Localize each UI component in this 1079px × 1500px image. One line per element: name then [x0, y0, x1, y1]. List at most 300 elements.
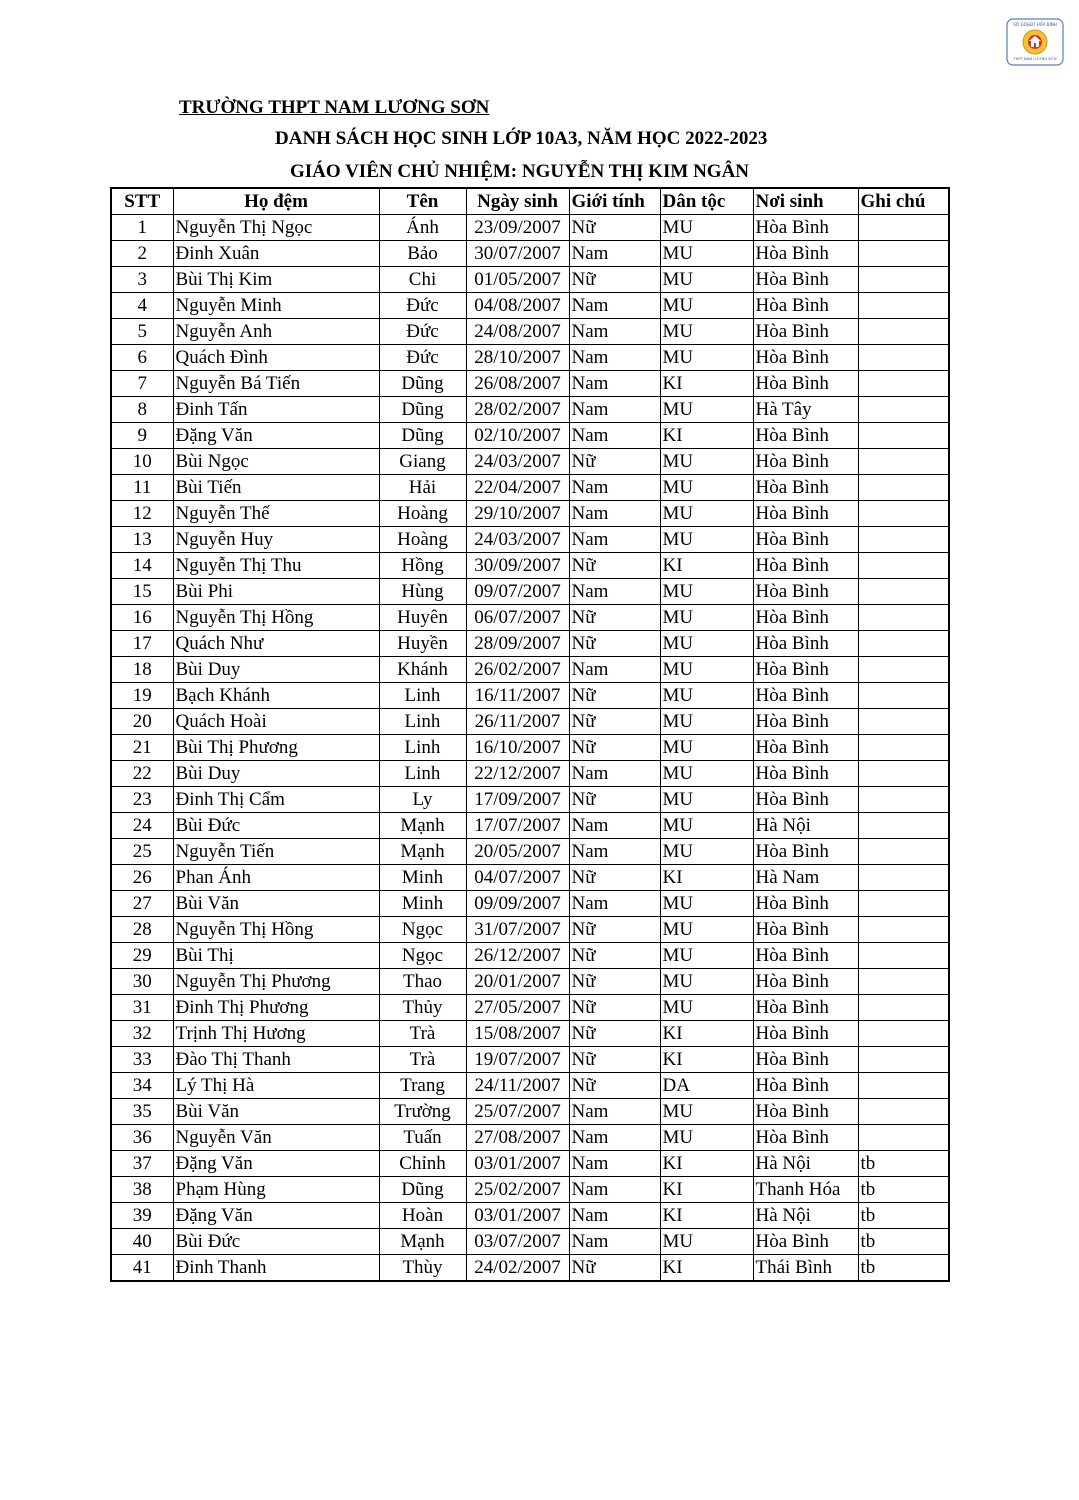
cell-stt: 38	[111, 1177, 173, 1203]
cell-ho-dem: Nguyễn Bá Tiến	[173, 371, 379, 397]
cell-ghi-chu	[858, 579, 949, 605]
cell-stt: 22	[111, 761, 173, 787]
table-row	[111, 423, 949, 449]
cell-ngay-sinh: 04/08/2007	[466, 293, 569, 319]
cell-dan-toc: MU	[660, 267, 753, 293]
cell-ho-dem: Phạm Hùng	[173, 1177, 379, 1203]
table-row	[111, 241, 949, 267]
cell-dan-toc: KI	[660, 553, 753, 579]
cell-ho-dem: Đinh Thị Cẩm	[173, 787, 379, 813]
column-header-stt: STT	[111, 188, 173, 215]
cell-ten: Hoàng	[379, 527, 466, 553]
cell-ghi-chu	[858, 345, 949, 371]
cell-gioi-tinh: Nam	[569, 839, 660, 865]
cell-gioi-tinh: Nữ	[569, 267, 660, 293]
cell-stt: 28	[111, 917, 173, 943]
table-row	[111, 969, 949, 995]
table-row	[111, 865, 949, 891]
cell-gioi-tinh: Nam	[569, 657, 660, 683]
cell-ghi-chu	[858, 735, 949, 761]
cell-ho-dem: Quách Như	[173, 631, 379, 657]
cell-ghi-chu	[858, 995, 949, 1021]
cell-ngay-sinh: 17/07/2007	[466, 813, 569, 839]
cell-ghi-chu	[858, 371, 949, 397]
cell-noi-sinh: Hòa Bình	[753, 579, 858, 605]
cell-ten: Hải	[379, 475, 466, 501]
cell-ghi-chu	[858, 631, 949, 657]
cell-ho-dem: Nguyễn Tiến	[173, 839, 379, 865]
cell-dan-toc: KI	[660, 1021, 753, 1047]
cell-ngay-sinh: 26/02/2007	[466, 657, 569, 683]
cell-ho-dem: Nguyễn Thị Thu	[173, 553, 379, 579]
cell-noi-sinh: Hòa Bình	[753, 319, 858, 345]
table-row	[111, 1151, 949, 1177]
cell-noi-sinh: Hòa Bình	[753, 787, 858, 813]
cell-ngay-sinh: 20/05/2007	[466, 839, 569, 865]
table-row	[111, 1229, 949, 1255]
cell-ho-dem: Nguyễn Minh	[173, 293, 379, 319]
cell-dan-toc: MU	[660, 657, 753, 683]
cell-ghi-chu	[858, 319, 949, 345]
cell-ten: Mạnh	[379, 813, 466, 839]
cell-dan-toc: KI	[660, 423, 753, 449]
cell-stt: 32	[111, 1021, 173, 1047]
cell-ghi-chu	[858, 943, 949, 969]
cell-ngay-sinh: 04/07/2007	[466, 865, 569, 891]
cell-ho-dem: Đặng Văn	[173, 1151, 379, 1177]
column-header-ten: Tên	[379, 188, 466, 215]
cell-noi-sinh: Hòa Bình	[753, 995, 858, 1021]
cell-noi-sinh: Hòa Bình	[753, 371, 858, 397]
column-header-ngay-sinh: Ngày sinh	[466, 188, 569, 215]
cell-dan-toc: MU	[660, 735, 753, 761]
cell-dan-toc: MU	[660, 215, 753, 241]
student-table	[110, 187, 950, 1282]
cell-dan-toc: MU	[660, 527, 753, 553]
cell-dan-toc: MU	[660, 683, 753, 709]
cell-ghi-chu	[858, 449, 949, 475]
cell-stt: 37	[111, 1151, 173, 1177]
cell-stt: 1	[111, 215, 173, 241]
cell-dan-toc: KI	[660, 865, 753, 891]
cell-gioi-tinh: Nam	[569, 319, 660, 345]
column-header-dan-toc: Dân tộc	[660, 188, 753, 215]
cell-ten: Chi	[379, 267, 466, 293]
cell-ten: Khánh	[379, 657, 466, 683]
cell-gioi-tinh: Nam	[569, 345, 660, 371]
cell-gioi-tinh: Nam	[569, 813, 660, 839]
cell-gioi-tinh: Nữ	[569, 1047, 660, 1073]
cell-ho-dem: Bùi Văn	[173, 891, 379, 917]
cell-stt: 27	[111, 891, 173, 917]
cell-stt: 21	[111, 735, 173, 761]
cell-noi-sinh: Hòa Bình	[753, 1099, 858, 1125]
cell-noi-sinh: Hòa Bình	[753, 449, 858, 475]
cell-gioi-tinh: Nam	[569, 1229, 660, 1255]
cell-stt: 5	[111, 319, 173, 345]
cell-ghi-chu	[858, 1021, 949, 1047]
cell-ngay-sinh: 03/01/2007	[466, 1203, 569, 1229]
cell-ho-dem: Trịnh Thị Hương	[173, 1021, 379, 1047]
cell-ten: Đức	[379, 345, 466, 371]
cell-gioi-tinh: Nam	[569, 1203, 660, 1229]
cell-dan-toc: MU	[660, 293, 753, 319]
cell-gioi-tinh: Nam	[569, 1177, 660, 1203]
cell-ghi-chu: tb	[858, 1177, 949, 1203]
cell-ngay-sinh: 28/10/2007	[466, 345, 569, 371]
cell-stt: 41	[111, 1255, 173, 1282]
cell-ngay-sinh: 09/09/2007	[466, 891, 569, 917]
cell-dan-toc: KI	[660, 1047, 753, 1073]
cell-dan-toc: KI	[660, 1203, 753, 1229]
cell-stt: 39	[111, 1203, 173, 1229]
cell-gioi-tinh: Nữ	[569, 215, 660, 241]
cell-ho-dem: Bùi Văn	[173, 1099, 379, 1125]
cell-ngay-sinh: 09/07/2007	[466, 579, 569, 605]
cell-dan-toc: MU	[660, 761, 753, 787]
cell-stt: 16	[111, 605, 173, 631]
cell-ghi-chu	[858, 423, 949, 449]
cell-dan-toc: MU	[660, 605, 753, 631]
cell-noi-sinh: Hòa Bình	[753, 1047, 858, 1073]
table-header-row	[111, 188, 949, 215]
cell-ghi-chu	[858, 267, 949, 293]
cell-ngay-sinh: 27/05/2007	[466, 995, 569, 1021]
table-row	[111, 501, 949, 527]
cell-noi-sinh: Hòa Bình	[753, 1073, 858, 1099]
cell-dan-toc: MU	[660, 631, 753, 657]
school-logo-icon	[1006, 18, 1064, 66]
cell-gioi-tinh: Nam	[569, 1099, 660, 1125]
cell-ghi-chu	[858, 709, 949, 735]
cell-ten: Hoàng	[379, 501, 466, 527]
table-row	[111, 475, 949, 501]
cell-ghi-chu	[858, 657, 949, 683]
cell-ten: Ngọc	[379, 943, 466, 969]
cell-stt: 25	[111, 839, 173, 865]
table-row	[111, 709, 949, 735]
table-row	[111, 1099, 949, 1125]
cell-ngay-sinh: 25/02/2007	[466, 1177, 569, 1203]
cell-dan-toc: MU	[660, 1099, 753, 1125]
cell-ngay-sinh: 02/10/2007	[466, 423, 569, 449]
cell-ngay-sinh: 19/07/2007	[466, 1047, 569, 1073]
cell-noi-sinh: Hòa Bình	[753, 241, 858, 267]
table-row	[111, 735, 949, 761]
school-name: TRƯỜNG THPT NAM LƯƠNG SƠN	[179, 97, 490, 118]
cell-dan-toc: MU	[660, 969, 753, 995]
cell-stt: 35	[111, 1099, 173, 1125]
table-row	[111, 631, 949, 657]
cell-ghi-chu: tb	[858, 1229, 949, 1255]
cell-ho-dem: Đinh Tấn	[173, 397, 379, 423]
cell-gioi-tinh: Nữ	[569, 917, 660, 943]
cell-ten: Trà	[379, 1021, 466, 1047]
cell-stt: 20	[111, 709, 173, 735]
column-header-ghi-chu: Ghi chú	[858, 188, 949, 215]
cell-gioi-tinh: Nam	[569, 579, 660, 605]
cell-ghi-chu	[858, 241, 949, 267]
cell-ten: Thủy	[379, 995, 466, 1021]
cell-dan-toc: MU	[660, 449, 753, 475]
cell-ngay-sinh: 31/07/2007	[466, 917, 569, 943]
cell-dan-toc: MU	[660, 787, 753, 813]
cell-dan-toc: MU	[660, 1229, 753, 1255]
cell-ten: Thao	[379, 969, 466, 995]
cell-ngay-sinh: 28/02/2007	[466, 397, 569, 423]
cell-noi-sinh: Hòa Bình	[753, 345, 858, 371]
cell-ngay-sinh: 16/10/2007	[466, 735, 569, 761]
cell-stt: 26	[111, 865, 173, 891]
cell-ho-dem: Bùi Thị Phương	[173, 735, 379, 761]
table-row	[111, 553, 949, 579]
cell-ten: Dũng	[379, 1177, 466, 1203]
cell-ngay-sinh: 03/07/2007	[466, 1229, 569, 1255]
cell-ngay-sinh: 30/07/2007	[466, 241, 569, 267]
cell-noi-sinh: Hòa Bình	[753, 735, 858, 761]
cell-stt: 7	[111, 371, 173, 397]
cell-ho-dem: Bùi Phi	[173, 579, 379, 605]
table-body	[111, 215, 949, 1282]
cell-gioi-tinh: Nữ	[569, 865, 660, 891]
cell-ngay-sinh: 15/08/2007	[466, 1021, 569, 1047]
table-row	[111, 787, 949, 813]
cell-gioi-tinh: Nam	[569, 761, 660, 787]
cell-ngay-sinh: 24/03/2007	[466, 527, 569, 553]
cell-noi-sinh: Hà Nội	[753, 1203, 858, 1229]
cell-dan-toc: DA	[660, 1073, 753, 1099]
table-row	[111, 345, 949, 371]
cell-ho-dem: Nguyễn Thị Hồng	[173, 917, 379, 943]
cell-stt: 31	[111, 995, 173, 1021]
cell-dan-toc: KI	[660, 1151, 753, 1177]
cell-dan-toc: MU	[660, 579, 753, 605]
cell-gioi-tinh: Nam	[569, 475, 660, 501]
cell-gioi-tinh: Nam	[569, 397, 660, 423]
column-header-noi-sinh: Nơi sinh	[753, 188, 858, 215]
cell-gioi-tinh: Nam	[569, 501, 660, 527]
cell-dan-toc: MU	[660, 943, 753, 969]
cell-ghi-chu	[858, 787, 949, 813]
cell-ho-dem: Đinh Xuân	[173, 241, 379, 267]
cell-noi-sinh: Hòa Bình	[753, 917, 858, 943]
cell-ten: Ngọc	[379, 917, 466, 943]
cell-noi-sinh: Hòa Bình	[753, 1021, 858, 1047]
cell-noi-sinh: Hòa Bình	[753, 1229, 858, 1255]
cell-noi-sinh: Hòa Bình	[753, 631, 858, 657]
table-row	[111, 579, 949, 605]
cell-ho-dem: Nguyễn Huy	[173, 527, 379, 553]
cell-dan-toc: MU	[660, 345, 753, 371]
cell-ho-dem: Đặng Văn	[173, 1203, 379, 1229]
table-row	[111, 1021, 949, 1047]
table-row	[111, 1255, 949, 1282]
cell-ngay-sinh: 26/08/2007	[466, 371, 569, 397]
cell-noi-sinh: Hòa Bình	[753, 683, 858, 709]
cell-stt: 8	[111, 397, 173, 423]
table-row	[111, 761, 949, 787]
cell-ngay-sinh: 22/04/2007	[466, 475, 569, 501]
cell-ho-dem: Lý Thị Hà	[173, 1073, 379, 1099]
cell-ghi-chu	[858, 215, 949, 241]
cell-gioi-tinh: Nam	[569, 371, 660, 397]
cell-noi-sinh: Hòa Bình	[753, 501, 858, 527]
cell-dan-toc: MU	[660, 813, 753, 839]
cell-gioi-tinh: Nữ	[569, 449, 660, 475]
cell-stt: 6	[111, 345, 173, 371]
table-row	[111, 943, 949, 969]
cell-ho-dem: Phan Ánh	[173, 865, 379, 891]
cell-ghi-chu	[858, 293, 949, 319]
cell-ghi-chu	[858, 917, 949, 943]
cell-noi-sinh: Hòa Bình	[753, 943, 858, 969]
cell-stt: 18	[111, 657, 173, 683]
cell-ten: Minh	[379, 891, 466, 917]
table-row	[111, 1203, 949, 1229]
cell-gioi-tinh: Nam	[569, 527, 660, 553]
cell-ghi-chu	[858, 1073, 949, 1099]
cell-stt: 17	[111, 631, 173, 657]
cell-gioi-tinh: Nữ	[569, 943, 660, 969]
cell-noi-sinh: Hòa Bình	[753, 423, 858, 449]
cell-ten: Hoàn	[379, 1203, 466, 1229]
cell-stt: 15	[111, 579, 173, 605]
column-header-ho-dem: Họ đệm	[173, 188, 379, 215]
cell-ngay-sinh: 26/11/2007	[466, 709, 569, 735]
cell-ten: Linh	[379, 761, 466, 787]
cell-noi-sinh: Hòa Bình	[753, 475, 858, 501]
cell-noi-sinh: Hòa Bình	[753, 839, 858, 865]
table-row	[111, 1073, 949, 1099]
cell-stt: 36	[111, 1125, 173, 1151]
cell-ho-dem: Bùi Thị	[173, 943, 379, 969]
table-row	[111, 605, 949, 631]
cell-ten: Chỉnh	[379, 1151, 466, 1177]
cell-noi-sinh: Hòa Bình	[753, 891, 858, 917]
cell-ho-dem: Bùi Đức	[173, 1229, 379, 1255]
cell-stt: 34	[111, 1073, 173, 1099]
cell-dan-toc: MU	[660, 475, 753, 501]
cell-stt: 23	[111, 787, 173, 813]
cell-ten: Dũng	[379, 397, 466, 423]
cell-ten: Hồng	[379, 553, 466, 579]
cell-gioi-tinh: Nữ	[569, 709, 660, 735]
cell-ghi-chu	[858, 527, 949, 553]
cell-ho-dem: Bùi Tiến	[173, 475, 379, 501]
cell-dan-toc: KI	[660, 371, 753, 397]
cell-ghi-chu	[858, 683, 949, 709]
cell-gioi-tinh: Nam	[569, 293, 660, 319]
cell-noi-sinh: Thanh Hóa	[753, 1177, 858, 1203]
cell-ho-dem: Quách Đình	[173, 345, 379, 371]
cell-ten: Giang	[379, 449, 466, 475]
cell-ten: Linh	[379, 735, 466, 761]
cell-ho-dem: Đào Thị Thanh	[173, 1047, 379, 1073]
cell-noi-sinh: Hòa Bình	[753, 267, 858, 293]
cell-ten: Ly	[379, 787, 466, 813]
cell-gioi-tinh: Nữ	[569, 787, 660, 813]
cell-ten: Đức	[379, 293, 466, 319]
cell-dan-toc: MU	[660, 839, 753, 865]
cell-gioi-tinh: Nữ	[569, 605, 660, 631]
cell-ngay-sinh: 16/11/2007	[466, 683, 569, 709]
cell-ngay-sinh: 24/11/2007	[466, 1073, 569, 1099]
cell-ghi-chu	[858, 761, 949, 787]
cell-ten: Dũng	[379, 423, 466, 449]
cell-ghi-chu	[858, 605, 949, 631]
cell-stt: 3	[111, 267, 173, 293]
cell-stt: 11	[111, 475, 173, 501]
cell-dan-toc: KI	[660, 1255, 753, 1282]
cell-ho-dem: Nguyễn Thế	[173, 501, 379, 527]
cell-ghi-chu	[858, 475, 949, 501]
cell-stt: 33	[111, 1047, 173, 1073]
cell-ten: Tuấn	[379, 1125, 466, 1151]
cell-gioi-tinh: Nữ	[569, 1073, 660, 1099]
cell-gioi-tinh: Nữ	[569, 553, 660, 579]
cell-ho-dem: Nguyễn Thị Ngọc	[173, 215, 379, 241]
cell-stt: 19	[111, 683, 173, 709]
table-row	[111, 449, 949, 475]
cell-ho-dem: Bùi Thị Kim	[173, 267, 379, 293]
table-row	[111, 917, 949, 943]
table-row	[111, 1047, 949, 1073]
cell-noi-sinh: Hà Nội	[753, 1151, 858, 1177]
cell-ho-dem: Đinh Thanh	[173, 1255, 379, 1282]
cell-noi-sinh: Hòa Bình	[753, 553, 858, 579]
cell-ghi-chu	[858, 865, 949, 891]
cell-noi-sinh: Hà Nam	[753, 865, 858, 891]
cell-gioi-tinh: Nam	[569, 1125, 660, 1151]
cell-ho-dem: Quách Hoài	[173, 709, 379, 735]
cell-dan-toc: MU	[660, 1125, 753, 1151]
cell-noi-sinh: Hòa Bình	[753, 527, 858, 553]
cell-ngay-sinh: 03/01/2007	[466, 1151, 569, 1177]
table-row	[111, 891, 949, 917]
cell-ngay-sinh: 28/09/2007	[466, 631, 569, 657]
cell-ngay-sinh: 22/12/2007	[466, 761, 569, 787]
cell-gioi-tinh: Nữ	[569, 631, 660, 657]
cell-stt: 4	[111, 293, 173, 319]
cell-ho-dem: Nguyễn Thị Phương	[173, 969, 379, 995]
cell-ghi-chu	[858, 397, 949, 423]
cell-dan-toc: MU	[660, 917, 753, 943]
cell-gioi-tinh: Nam	[569, 423, 660, 449]
cell-ten: Mạnh	[379, 1229, 466, 1255]
table-row	[111, 995, 949, 1021]
cell-ghi-chu: tb	[858, 1151, 949, 1177]
cell-stt: 14	[111, 553, 173, 579]
cell-dan-toc: KI	[660, 1177, 753, 1203]
cell-ghi-chu	[858, 501, 949, 527]
table-row	[111, 371, 949, 397]
cell-dan-toc: MU	[660, 397, 753, 423]
table-row	[111, 215, 949, 241]
table-row	[111, 293, 949, 319]
cell-dan-toc: MU	[660, 241, 753, 267]
cell-ten: Linh	[379, 683, 466, 709]
cell-ho-dem: Nguyễn Anh	[173, 319, 379, 345]
cell-gioi-tinh: Nữ	[569, 995, 660, 1021]
cell-ghi-chu	[858, 1125, 949, 1151]
cell-stt: 29	[111, 943, 173, 969]
cell-noi-sinh: Hòa Bình	[753, 605, 858, 631]
document-title: DANH SÁCH HỌC SINH LỚP 10A3, NĂM HỌC 2022-2023	[275, 128, 768, 149]
svg-text:THPT NAM LƯƠNG SƠN: THPT NAM LƯƠNG SƠN	[1013, 57, 1057, 61]
cell-ten: Minh	[379, 865, 466, 891]
cell-stt: 12	[111, 501, 173, 527]
cell-stt: 2	[111, 241, 173, 267]
